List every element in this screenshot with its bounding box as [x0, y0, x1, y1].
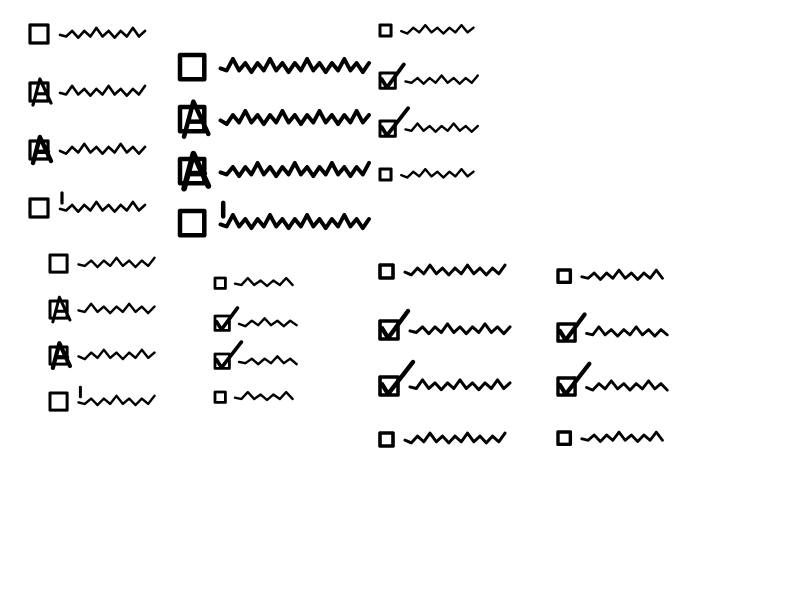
checkbox-item[interactable] — [380, 362, 510, 395]
group-2 — [180, 55, 369, 235]
checkbox-item[interactable] — [380, 433, 505, 446]
checkbox-box[interactable] — [180, 55, 204, 79]
check-mark — [217, 308, 238, 330]
checkbox-item[interactable] — [50, 297, 155, 322]
check-mark — [560, 315, 585, 341]
label-scribble — [405, 265, 505, 275]
label-scribble — [587, 327, 668, 336]
checkbox-box[interactable] — [558, 270, 570, 282]
group-7 — [558, 270, 667, 444]
group-6 — [380, 265, 510, 446]
label-scribble — [60, 144, 145, 154]
label-scribble — [239, 356, 297, 364]
checkbox-box[interactable] — [558, 432, 570, 444]
checkbox-item[interactable] — [30, 25, 145, 43]
label-scribble — [405, 433, 505, 443]
checkbox-item[interactable] — [50, 387, 155, 410]
label-scribble — [410, 380, 510, 390]
checkbox-box[interactable] — [215, 278, 225, 288]
checkbox-box[interactable] — [30, 199, 48, 217]
checkbox-item[interactable] — [380, 265, 505, 278]
check-mark — [382, 311, 408, 338]
checkbox-item[interactable] — [180, 102, 369, 137]
label-scribble — [79, 350, 155, 359]
label-scribble — [60, 86, 145, 96]
group-3 — [380, 25, 478, 180]
checkbox-item[interactable] — [215, 278, 293, 288]
checkbox-box[interactable] — [50, 255, 67, 272]
group-4 — [50, 255, 155, 410]
label-scribble — [235, 392, 293, 400]
checkbox-item[interactable] — [30, 137, 145, 163]
checkbox-item[interactable] — [180, 55, 369, 79]
checkbox-box[interactable] — [215, 392, 225, 402]
label-scribble — [79, 396, 155, 405]
checkbox-item[interactable] — [50, 255, 155, 272]
checkbox-item[interactable] — [215, 392, 293, 402]
label-scribble — [60, 28, 145, 38]
label-scribble — [221, 163, 370, 176]
checkbox-item[interactable] — [380, 108, 478, 136]
checkbox-item[interactable] — [215, 308, 297, 330]
checkbox-item[interactable] — [180, 203, 369, 235]
label-scribble — [221, 215, 370, 228]
checkbox-item[interactable] — [558, 364, 667, 395]
checkbox-item[interactable] — [30, 79, 145, 105]
checkbox-item[interactable] — [30, 193, 145, 217]
checkbox-item[interactable] — [380, 311, 510, 339]
checkbox-box[interactable] — [380, 433, 393, 446]
checkbox-item[interactable] — [215, 342, 297, 368]
checkbox-item[interactable] — [380, 25, 474, 36]
label-scribble — [582, 270, 663, 279]
checkbox-box[interactable] — [180, 211, 204, 235]
label-scribble — [410, 324, 510, 334]
checkbox-item[interactable] — [50, 343, 155, 368]
label-scribble — [235, 278, 293, 286]
label-scribble — [587, 381, 668, 390]
check-mark — [382, 65, 404, 88]
checkbox-box[interactable] — [380, 25, 391, 36]
label-scribble — [401, 169, 473, 177]
label-scribble — [406, 124, 478, 132]
checkbox-item[interactable] — [380, 169, 474, 180]
checkbox-item[interactable] — [558, 315, 667, 342]
label-scribble — [401, 25, 473, 33]
label-scribble — [582, 432, 663, 441]
label-scribble — [221, 111, 370, 124]
label-scribble — [406, 76, 478, 84]
label-scribble — [239, 318, 297, 326]
checkbox-box[interactable] — [50, 393, 67, 410]
checkbox-item[interactable] — [558, 432, 663, 444]
group-1 — [30, 25, 145, 217]
checkbox-item[interactable] — [380, 65, 478, 89]
checkbox-item[interactable] — [180, 154, 369, 189]
label-scribble — [79, 258, 155, 267]
group-5 — [215, 278, 297, 402]
checkbox-box[interactable] — [380, 169, 391, 180]
label-scribble — [60, 202, 145, 212]
label-scribble — [79, 304, 155, 313]
checkbox-box[interactable] — [30, 25, 48, 43]
label-scribble — [221, 59, 370, 72]
checkbox-item[interactable] — [558, 270, 663, 282]
checkbox-box[interactable] — [380, 265, 393, 278]
